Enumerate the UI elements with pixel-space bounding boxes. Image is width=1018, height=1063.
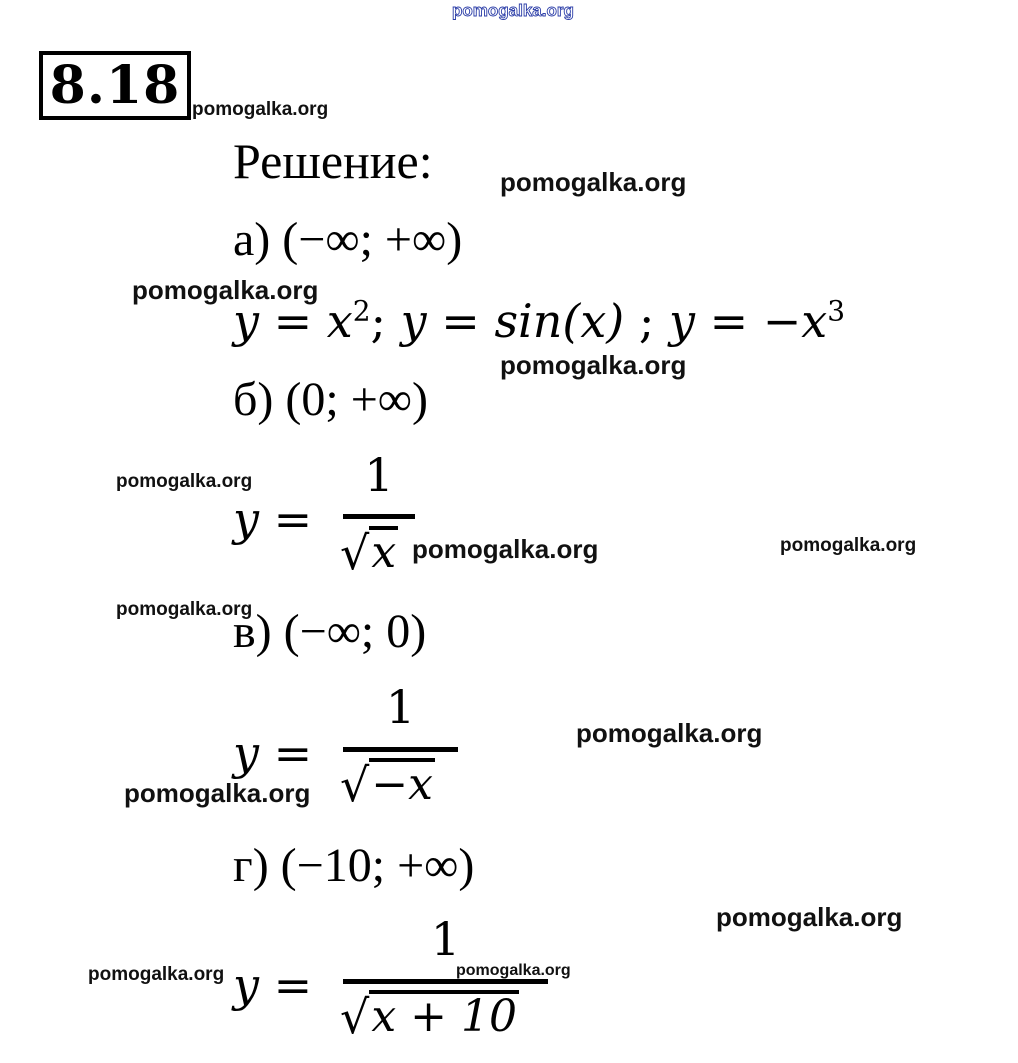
sqrt-icon: √ <box>340 526 370 581</box>
watermark: pomogalka.org <box>192 99 329 120</box>
part-a-domain: а) (−∞; +∞) <box>233 213 463 266</box>
formula-v-fraction-bar <box>343 747 458 752</box>
watermark: pomogalka.org <box>500 350 687 380</box>
formula-b-fraction-bar <box>343 514 415 519</box>
formula-v-numerator: 1 <box>385 680 416 734</box>
formula-a-sep2: ; <box>638 294 655 348</box>
watermark: pomogalka.org <box>576 718 763 748</box>
watermark: pomogalka.org <box>116 471 253 492</box>
formula-a <box>233 294 845 348</box>
part-g-domain: г) (−10; +∞) <box>233 839 475 892</box>
formula-g-numerator: 1 <box>430 912 461 966</box>
watermark: pomogalka.org <box>456 962 571 979</box>
part-b-domain: б) (0; +∞) <box>233 373 428 426</box>
formula-v-denominator <box>340 758 435 812</box>
formula-v-lhs: y = <box>233 726 313 780</box>
formula-a-sep1: ; <box>370 294 387 348</box>
formula-b-lhs: y = <box>233 492 313 546</box>
part-v-domain: в) (−∞; 0) <box>233 605 427 658</box>
watermark: pomogalka.org <box>500 167 687 197</box>
watermark: pomogalka.org <box>780 535 917 556</box>
watermark: pomogalka.org <box>116 599 253 620</box>
formula-v-radicand: −x <box>371 759 433 810</box>
formula-a-y1-exponent: 2 <box>352 294 371 328</box>
watermark-top: pomogalka.org <box>452 1 574 20</box>
watermark: pomogalka.org <box>716 902 903 932</box>
formula-g-lhs: y = <box>233 958 313 1012</box>
formula-a-y3-exponent: 3 <box>827 294 846 328</box>
solution-heading: Решение: <box>233 133 433 189</box>
formula-a-y3: y = −x <box>668 294 828 348</box>
problem-number-box <box>39 51 191 120</box>
problem-number: 8.18 <box>49 55 181 116</box>
watermark: pomogalka.org <box>132 275 319 305</box>
watermark: pomogalka.org <box>88 964 225 985</box>
formula-g-radicand: x + 10 <box>371 991 517 1042</box>
formula-a-y2: y = sin(x) <box>400 294 625 348</box>
sqrt-icon: √ <box>340 990 370 1045</box>
sqrt-icon: √ <box>340 758 370 813</box>
watermark: pomogalka.org <box>124 778 311 808</box>
watermark: pomogalka.org <box>412 534 599 564</box>
formula-b-radicand: x <box>371 527 397 578</box>
formula-a-y1: y = x <box>233 294 353 348</box>
formula-b-denominator <box>340 526 398 580</box>
formula-g-denominator <box>340 990 519 1044</box>
formula-b-numerator: 1 <box>364 448 394 502</box>
